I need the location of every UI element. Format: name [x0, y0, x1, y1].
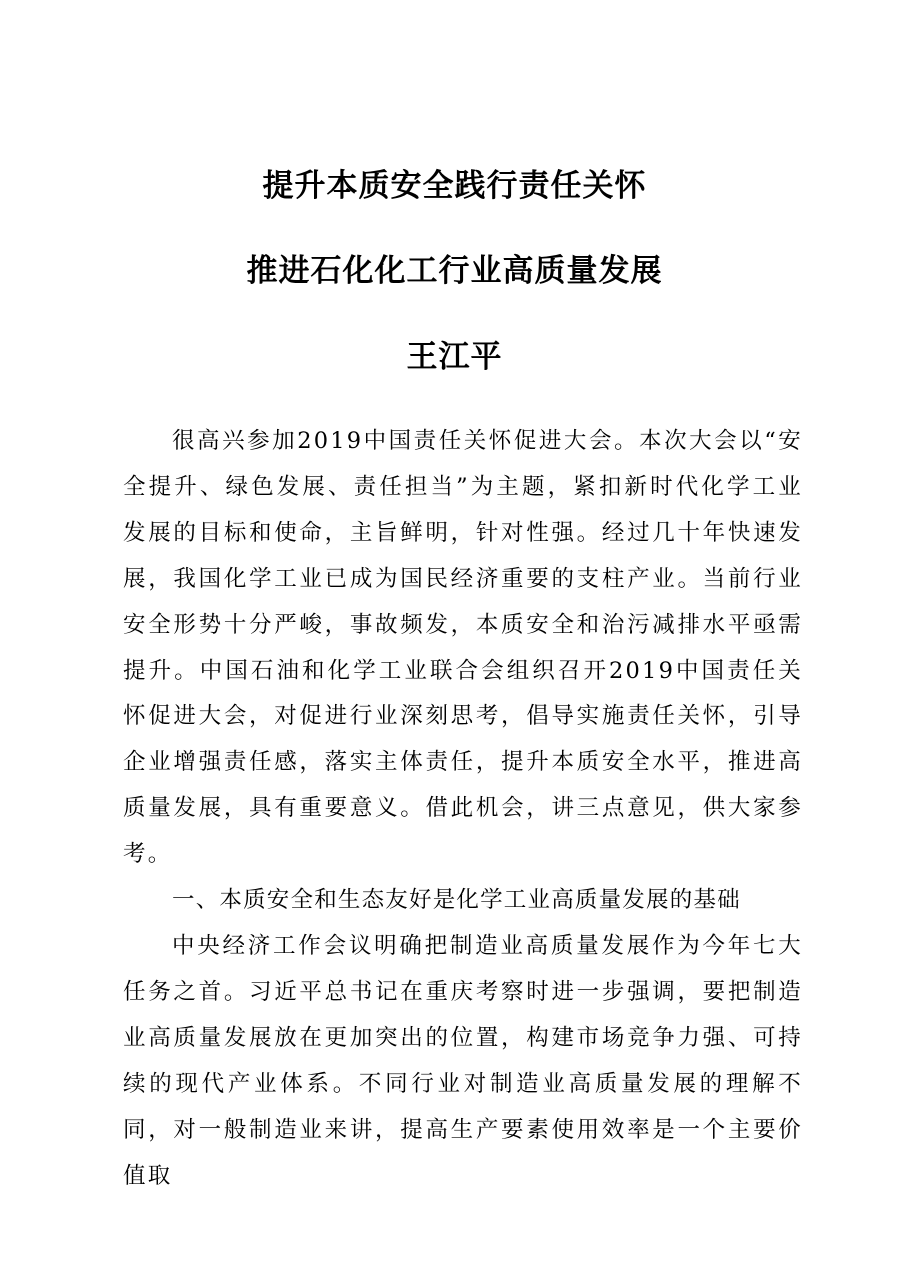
title-line-1: 提升本质安全践行责任关怀 — [262, 168, 647, 204]
document-body — [123, 419, 803, 1199]
paragraph-1: 很高兴参加2019中国责任关怀促进大会。本次大会以“安全提升、绿色发展、责任担当”为主题，紧扣新时代化学工业发展的目标和使命，主旨鲜明，针对性强。经过几十年快速发展，我国化学工业已成为国民经济重要的支柱产业。当前行业安全形势十分严峻，事故频发，本质安全和治污减排水平亟需提升。中国石油和化学工业联合会组织召开2019中国责任关怀促进大会，对促进行业深刻思考，倡导实施责任关怀，引导企业增强责任感，落实主体责任，提升本质安全水平，推进高质量发展，具有重要意义。借此机会，讲三点意见，供大家参考。 — [123, 428, 803, 868]
title-line-2: 推进石化化工行业高质量发展 — [246, 253, 663, 289]
paragraph-2: 中央经济工作会议明确把制造业高质量发展作为今年七大任务之首。习近平总书记在重庆考察时进一步强调，要把制造业高质量发展放在更加突出的位置，构建市场竞争力强、可持续的现代产业体系。不同行业对制造业高质量发展的理解不同，对一般制造业来讲，提高生产要素使用效率是一个主要价值取 — [123, 932, 803, 1189]
section-1-heading: 一、本质安全和生态友好是化学工业高质量发展的基础 — [172, 887, 741, 914]
author-name: 王江平 — [406, 339, 503, 375]
